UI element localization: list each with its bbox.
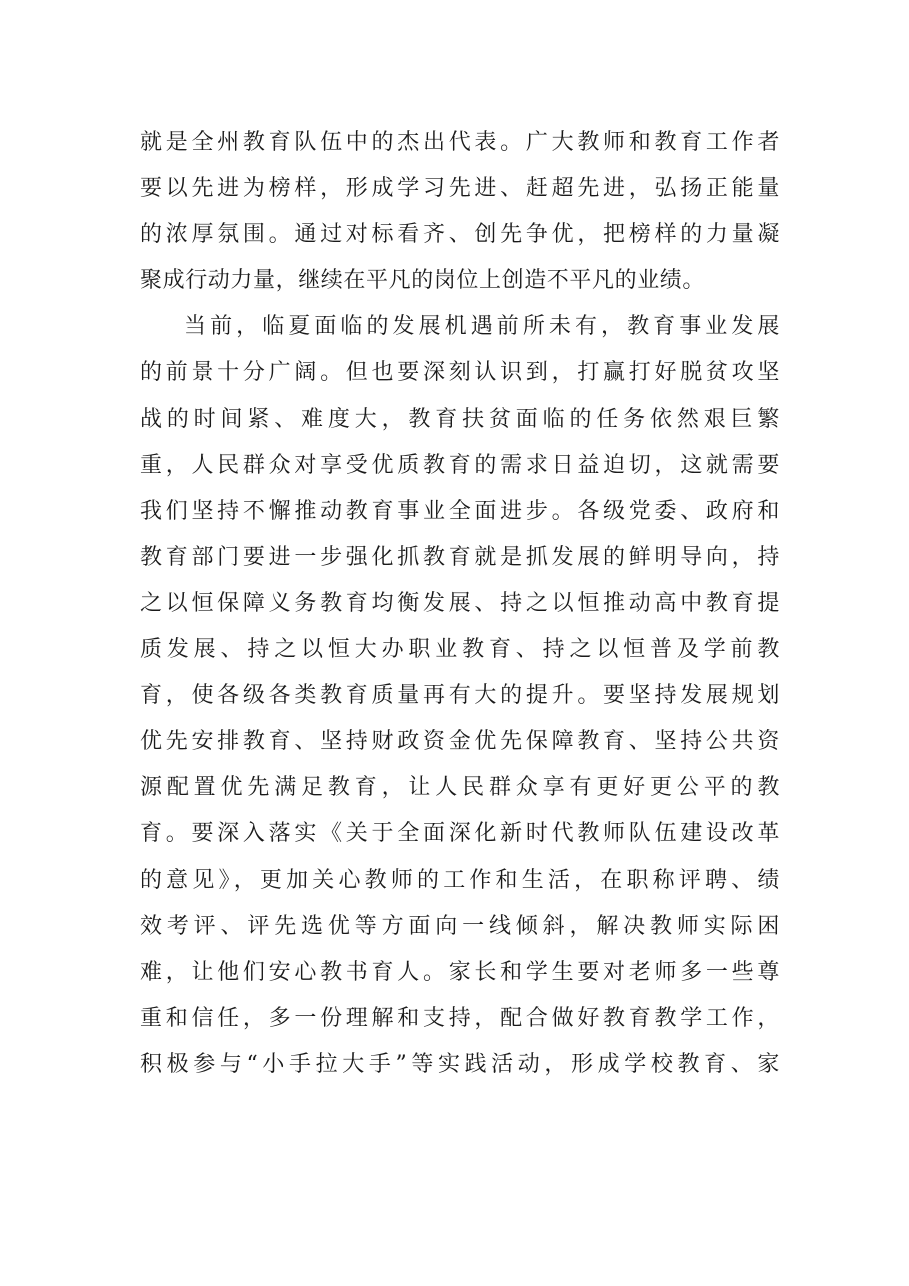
text-line: 源配置优先满足教育，让人民群众享有更好更公平的教 [140, 775, 780, 801]
text-line: 就是全州教育队伍中的杰出代表。广大教师和教育工作者 [140, 130, 780, 155]
text-line: 的浓厚氛围。通过对标看齐、创先争优，把榜样的力量凝 [140, 222, 780, 248]
text-line: 育。要深入落实《关于全面深化新时代教师队伍建设改革 [140, 821, 780, 847]
text-line: 效考评、评先选优等方面向一线倾斜，解决教师实际困 [140, 913, 780, 939]
text-line: 我们坚持不懈推动教育事业全面进步。各级党委、政府和 [140, 498, 780, 524]
text-line: 重，人民群众对享受优质教育的需求日益迫切，这就需要 [140, 452, 780, 478]
text-line: 之以恒保障义务教育均衡发展、持之以恒推动高中教育提 [140, 590, 780, 616]
text-line: 的前景十分广阔。但也要深刻认识到，打赢打好脱贫攻坚 [140, 360, 780, 386]
text-line: 育，使各级各类教育质量再有大的提升。要坚持发展规划 [140, 683, 780, 709]
text-line: 难，让他们安心教书育人。家长和学生要对老师多一些尊 [140, 959, 780, 985]
text-line: 战的时间紧、难度大，教育扶贫面临的任务依然艰巨繁 [140, 406, 780, 432]
paragraph-first-line: 当前，临夏面临的发展机遇前所未有，教育事业发展 [184, 314, 780, 340]
text-line: 要以先进为榜样，形成学习先进、赶超先进，弘扬正能量 [140, 176, 780, 202]
text-line: 的意见》，更加关心教师的工作和生活，在职称评聘、绩 [140, 867, 780, 893]
body-text [140, 120, 780, 1088]
text-line: 聚成行动力量，继续在平凡的岗位上创造不平凡的业绩。 [140, 268, 706, 294]
text-line: 优先安排教育、坚持财政资金优先保障教育、坚持公共资 [140, 729, 780, 755]
text-line: 积极参与“小手拉大手”等实践活动，形成学校教育、家 [140, 1051, 780, 1077]
text-line: 重和信任，多一份理解和支持，配合做好教育教学工作， [140, 1005, 780, 1031]
text-line: 质发展、持之以恒大办职业教育、持之以恒普及学前教 [140, 637, 780, 663]
text-line: 教育部门要进一步强化抓教育就是抓发展的鲜明导向，持 [140, 544, 780, 570]
